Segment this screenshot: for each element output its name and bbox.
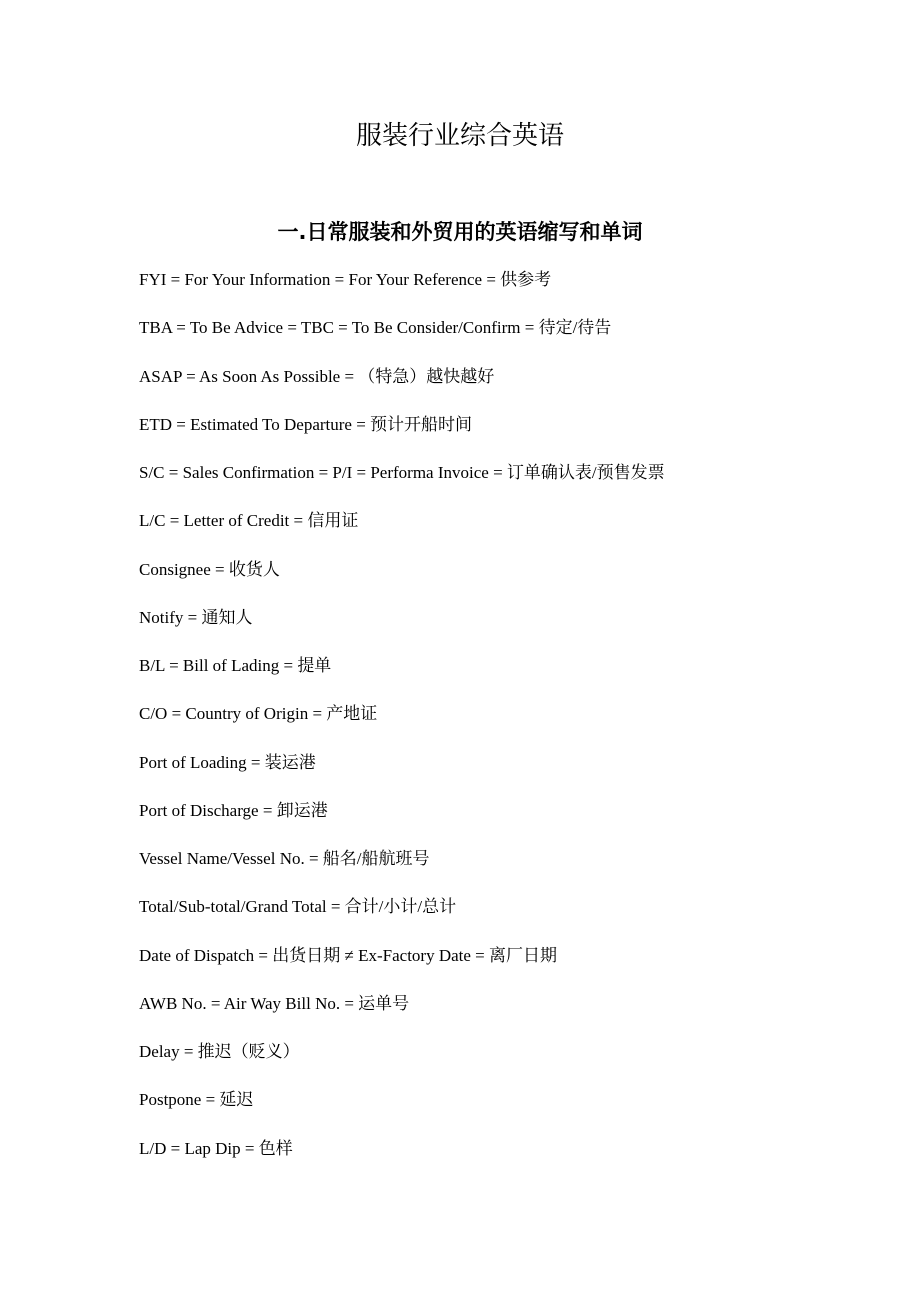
glossary-entry: TBA = To Be Advice = TBC = To Be Consider/Confirm = 待定/待告	[139, 318, 612, 338]
glossary-entry: Postpone = 延迟	[139, 1090, 254, 1110]
section-heading: 一.日常服装和外贸用的英语缩写和单词	[277, 220, 643, 244]
glossary-entry: Delay = 推迟（贬义）	[139, 1042, 300, 1061]
document-title: 服装行业综合英语	[355, 121, 564, 150]
glossary-entry: S/C = Sales Confirmation = P/I = Performa Invoice = 订单确认表/预售发票	[139, 463, 665, 482]
glossary-entry: ASAP = As Soon As Possible = （特急）越快越好	[139, 366, 495, 386]
glossary-entry: Port of Discharge = 卸运港	[139, 800, 328, 820]
glossary-entry: AWB No. = Air Way Bill No. = 运单号	[139, 993, 410, 1013]
glossary-entry: Consignee = 收货人	[139, 559, 280, 579]
glossary-entry: FYI = For Your Information = For Your Reference = 供参考	[139, 270, 552, 289]
glossary-entry: L/C = Letter of Credit = 信用证	[139, 511, 359, 531]
glossary-entry: Port of Loading = 装运港	[139, 752, 316, 772]
glossary-entry: L/D = Lap Dip = 色样	[139, 1138, 293, 1158]
glossary-entry: ETD = Estimated To Departure = 预计开船时间	[139, 414, 473, 434]
glossary-entry: Date of Dispatch = 出货日期 ≠ Ex-Factory Date = 离厂日期	[139, 945, 558, 965]
glossary-entry: Notify = 通知人	[139, 607, 253, 627]
glossary-entry: C/O = Country of Origin = 产地证	[139, 704, 378, 724]
glossary-entry: Total/Sub-total/Grand Total = 合计/小计/总计	[139, 897, 457, 917]
glossary-entry: Vessel Name/Vessel No. = 船名/船航班号	[139, 849, 430, 868]
glossary-entry: B/L = Bill of Lading = 提单	[139, 656, 332, 675]
glossary-list	[139, 268, 665, 1185]
